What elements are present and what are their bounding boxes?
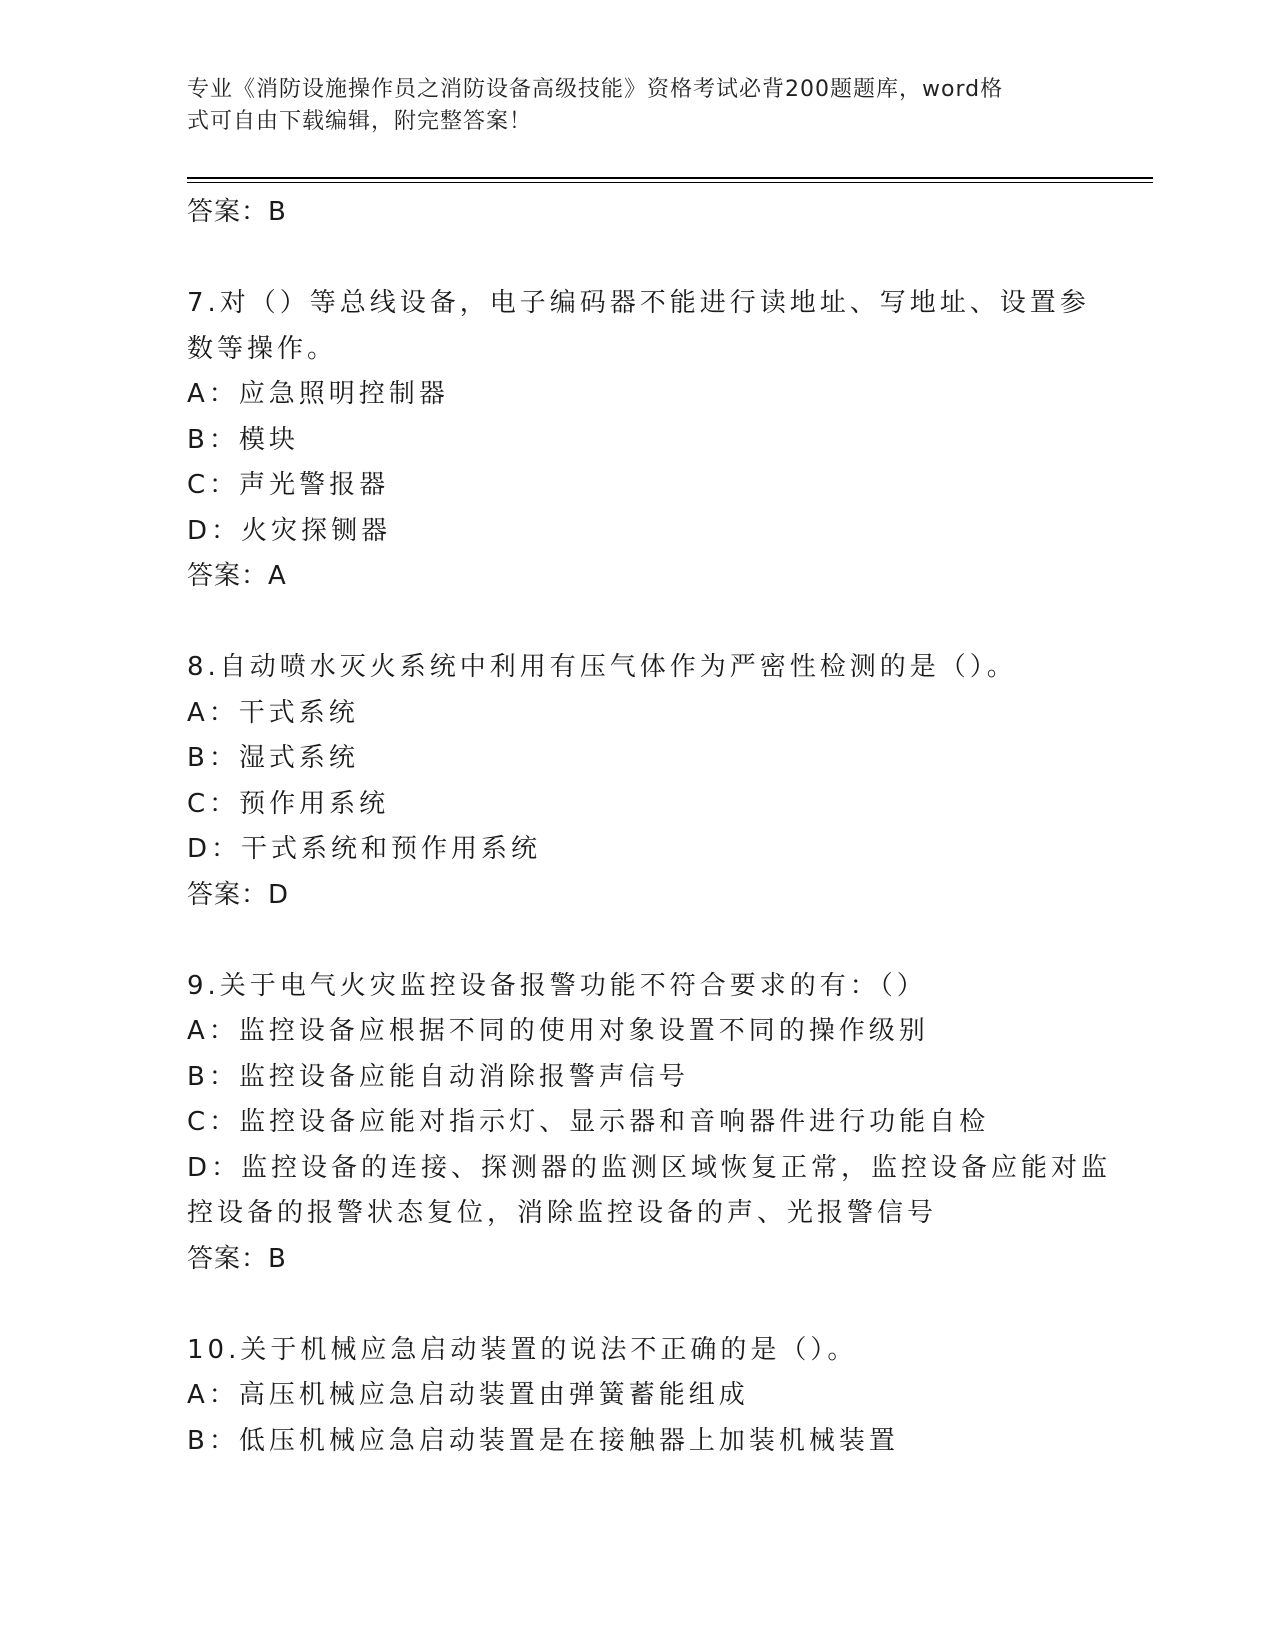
spacer xyxy=(187,1282,1087,1328)
question-10 xyxy=(187,1328,1087,1465)
option-d-cont: 控设备的报警状态复位，消除监控设备的声、光报警信号 xyxy=(187,1198,938,1228)
question-7 xyxy=(187,281,1090,600)
answer-previous: 答案：B xyxy=(187,197,287,227)
question-9 xyxy=(187,964,1112,1283)
page-header xyxy=(187,74,1067,138)
option-c: C：声光警报器 xyxy=(187,470,390,500)
spacer xyxy=(187,236,1087,282)
header-divider xyxy=(187,177,1153,179)
option-c: C：监控设备应能对指示灯、显示器和音响器件进行功能自检 xyxy=(187,1107,990,1137)
header-line-2: 式可自由下载编辑，附完整答案！ xyxy=(187,109,533,134)
question-8 xyxy=(187,645,1087,918)
option-a: A：高压机械应急启动装置由弹簧蓄能组成 xyxy=(187,1380,749,1410)
question-stem: 9.关于电气火灾监控设备报警功能不符合要求的有：（） xyxy=(187,970,927,1001)
option-a: A：监控设备应根据不同的使用对象设置不同的操作级别 xyxy=(187,1016,929,1046)
spacer xyxy=(187,600,1087,646)
question-stem: 8.自动喷水灭火系统中利用有压气体作为严密性检测的是（）。 xyxy=(187,652,1017,682)
option-d: D：火灾探铡器 xyxy=(187,515,392,546)
option-d: D：干式系统和预作用系统 xyxy=(187,834,542,864)
option-a: A：干式系统 xyxy=(187,697,359,728)
answer: 答案：A xyxy=(187,561,287,591)
answer: 答案：D xyxy=(187,879,290,910)
option-b: B：模块 xyxy=(187,424,299,455)
option-b: B：湿式系统 xyxy=(187,743,359,773)
option-c: C：预作用系统 xyxy=(187,788,390,819)
question-stem: 7.对（）等总线设备，电子编码器不能进行读地址、写地址、设置参 xyxy=(187,288,1090,318)
option-b: B：监控设备应能自动消除报警声信号 xyxy=(187,1061,689,1092)
header-line-1: 专业《消防设施操作员之消防设备高级技能》资格考试必背200题题库，word格 xyxy=(187,77,1004,102)
option-b: B：低压机械应急启动装置是在接触器上加装机械装置 xyxy=(187,1425,899,1456)
option-d: D：监控设备的连接、探测器的监测区域恢复正常，监控设备应能对监 xyxy=(187,1152,1112,1183)
answer: 答案：B xyxy=(187,1243,287,1274)
question-content xyxy=(187,190,1112,1464)
option-a: A：应急照明控制器 xyxy=(187,379,449,409)
question-stem: 10.关于机械应急启动装置的说法不正确的是（）。 xyxy=(187,1334,858,1365)
question-stem-cont: 数等操作。 xyxy=(187,333,338,364)
spacer xyxy=(187,918,1087,964)
header-divider-thin xyxy=(187,182,1153,183)
